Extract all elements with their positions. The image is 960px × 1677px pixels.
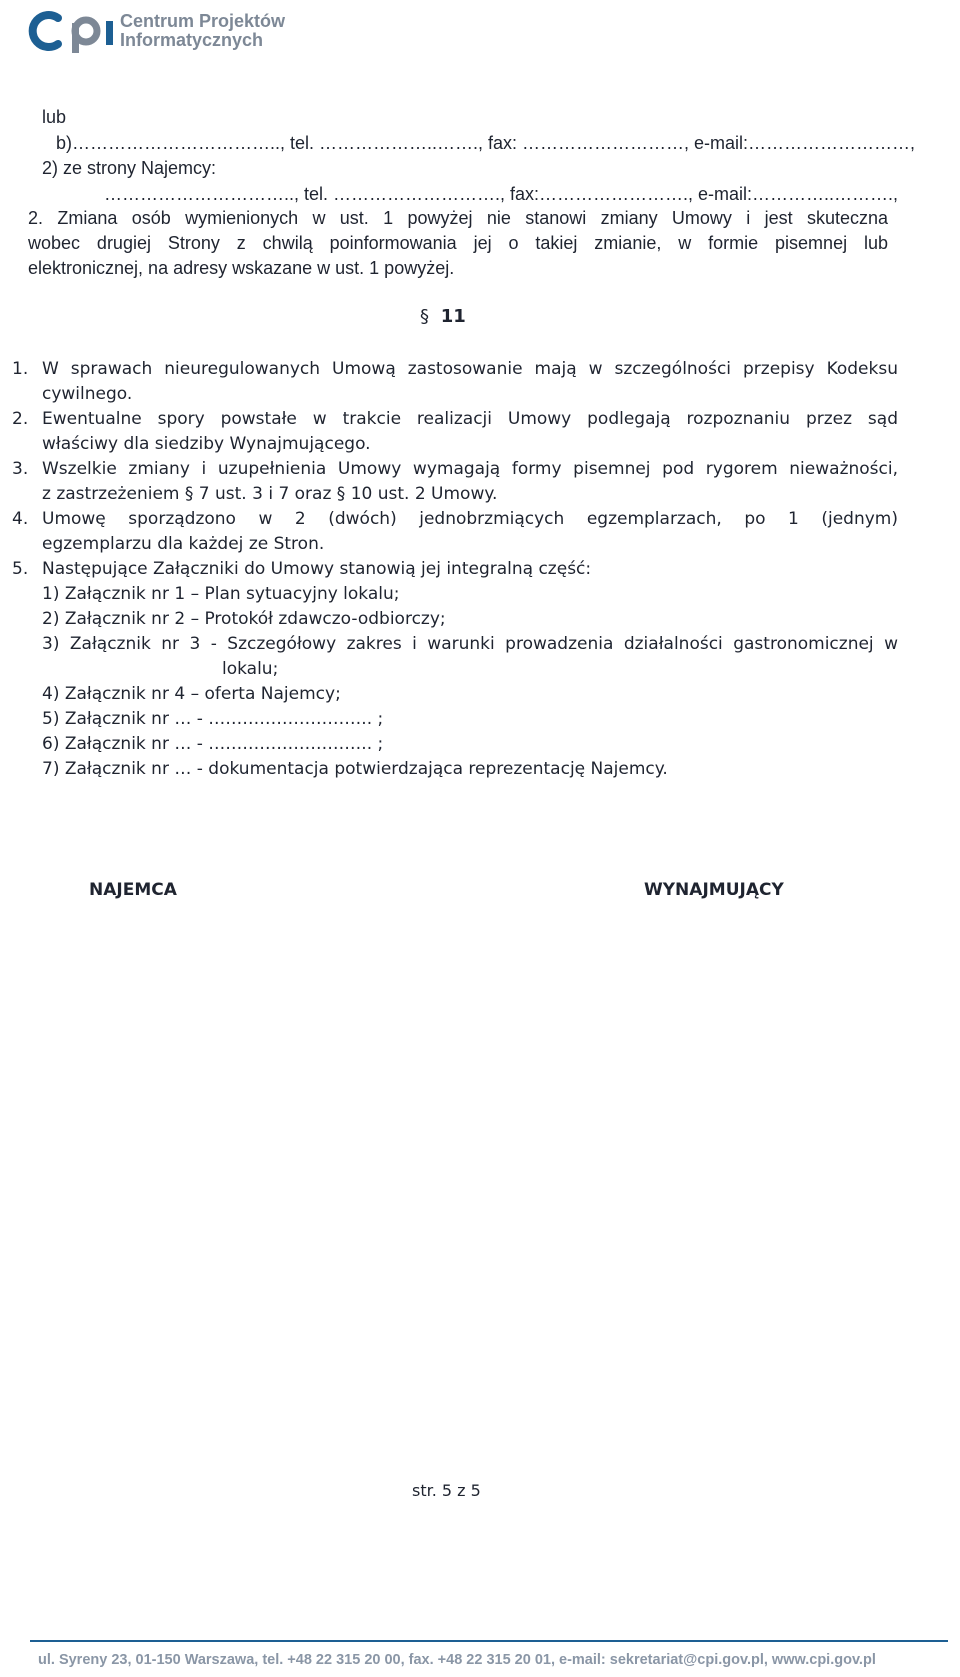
clause-number: 1. [12,359,29,379]
footer-rule [30,1640,948,1642]
attachment-item: 7) Załącznik nr … - dokumentacja potwierdzająca reprezentację Najemcy. [42,759,668,779]
signature-lessee: NAJEMCA [89,880,177,900]
lessee-contact-line: ………………………….., tel. ………………………., fax:……………………., e-mail:…………..………., [104,184,899,204]
attachment-item-continuation: lokalu; [222,659,279,679]
footer-address: ul. Syreny 23, 01-150 Warszawa, tel. +48 22 315 20 00, fax. +48 22 315 20 01, e-mail: sekretariat@cpi.gov.pl, www.cpi.gov.pl [38,1652,876,1668]
org-name-line2: Informatycznych [120,30,264,50]
attachment-item: 4) Załącznik nr 4 – oferta Najemcy; [42,684,341,704]
change-paragraph-line1: 2. Zmiana osób wymienionych w ust. 1 powyżej nie stanowi zmiany Umowy i jest skuteczna [28,208,888,228]
change-paragraph-line2: wobec drugiej Strony z chwilą poinformowania jej o takiej zmianie, w formie pisemnej lub [28,233,888,253]
clause-4-line1: Umowę sporządzono w 2 (dwóch) jednobrzmiących egzemplarzach, po 1 (jednym) [42,509,898,529]
lub-text: lub [42,107,67,127]
signature-lessor: WYNAJMUJĄCY [644,880,784,900]
cpi-logo-icon [28,8,120,54]
clause-2-line1: Ewentualne spory powstałe w trakcie realizacji Umowy podlegają rozpoznaniu przez sąd [42,409,898,429]
lessee-side-label: 2) ze strony Najemcy: [42,158,217,178]
clause-number: 4. [12,509,29,529]
clause-1-line1: W sprawach nieuregulowanych Umową zastosowanie mają w szczególności przepisy Kodeksu [42,359,898,379]
clause-number: 2. [12,409,29,429]
clause-4-line2: egzemplarzu dla każdej ze Stron. [42,534,325,554]
attachment-item: 5) Załącznik nr … - ……………………….. ; [42,709,384,729]
attachment-item: 1) Załącznik nr 1 – Plan sytuacyjny lokalu; [42,584,400,604]
clause-1-line2: cywilnego. [42,384,133,404]
clause-2-line2: właściwy dla siedziby Wynajmującego. [42,434,371,454]
attachment-item: 6) Załącznik nr … - ……………………….. ; [42,734,384,754]
clause-3-line2: z zastrzeżeniem § 7 ust. 3 i 7 oraz § 10 ust. 2 Umowy. [42,484,498,504]
clause-3-line1: Wszelkie zmiany i uzupełnienia Umowy wymagają formy pisemnej pod rygorem nieważności, [42,459,898,479]
change-paragraph-line3: elektronicznej, na adresy wskazane w ust. 1 powyżej. [28,258,455,278]
org-name-line1: Centrum Projektów [120,11,286,31]
contact-b-line: b)…………………………….., tel. ………………..……., fax: ………………………, e-mail:………………………, [56,133,916,153]
page-number: str. 5 z 5 [412,1481,481,1500]
section-symbol: § [420,306,429,327]
clause-number: 3. [12,459,29,479]
logo [28,8,288,58]
attachment-item: 3) Załącznik nr 3 - Szczegółowy zakres i warunki prowadzenia działalności gastronomicznej w [42,634,898,654]
section-number: 11 [440,306,466,327]
clause-5-line1: Następujące Załączniki do Umowy stanowią jej integralną część: [42,559,592,579]
section-heading [420,306,466,327]
attachment-item: 2) Załącznik nr 2 – Protokół zdawczo-odbiorczy; [42,609,446,629]
clause-number: 5. [12,559,29,579]
